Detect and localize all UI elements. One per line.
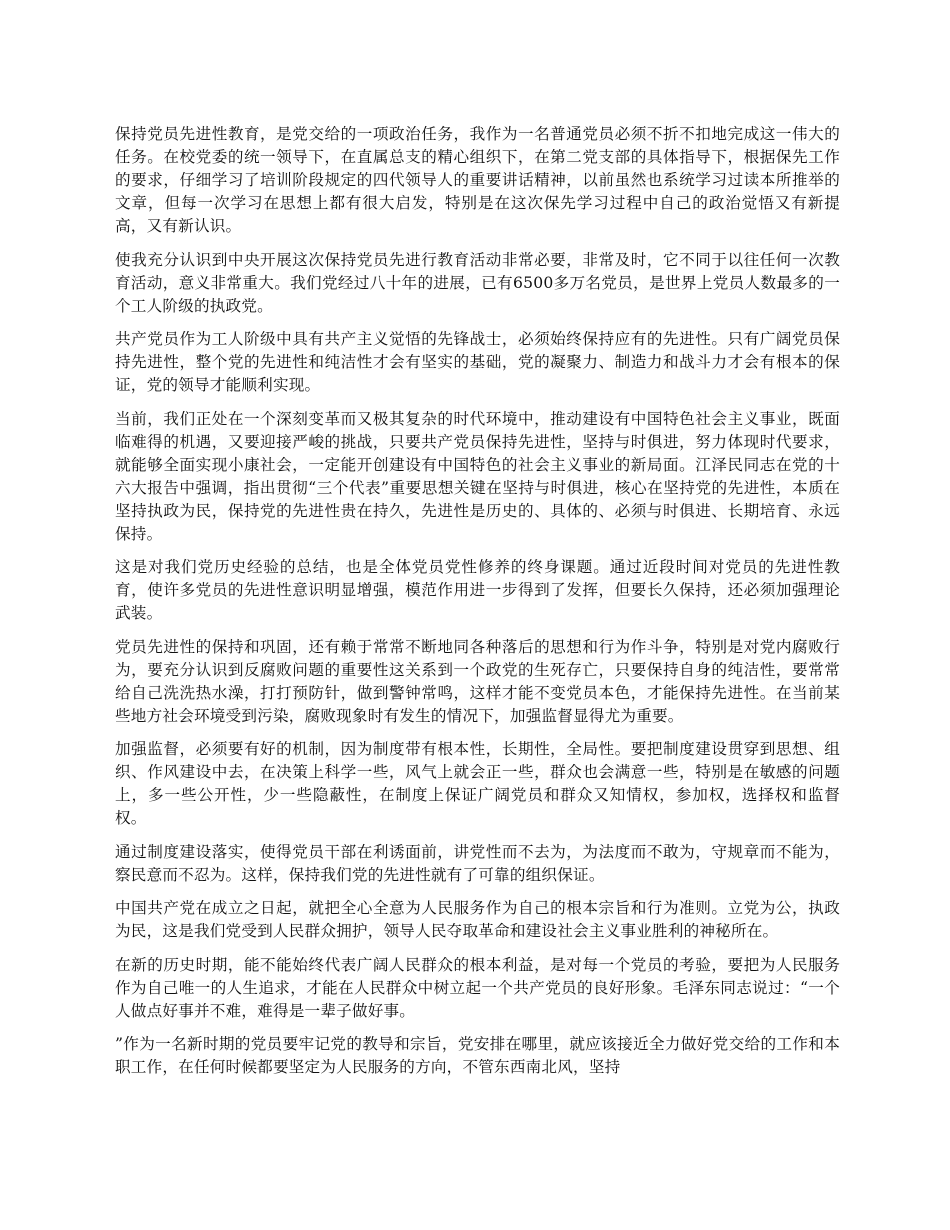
paragraph-6: 党员先进性的保持和巩固，还有赖于常常不断地同各种落后的思想和行为作斗争，特别是对党内腐败行为，要充分认识到反腐败问题的重要性这关系到一个政党的生死存亡，只要保持自身的纯洁性，要常常给自己洗洗热水澡，打打预防针，做到警钟常鸣，这样才能不变党员本色，才能保持先进性。在当前某些地方社会环境受到污染，腐败现象时有发生的情况下，加强监督显得尤为重要。 bbox=[115, 637, 840, 725]
paragraph-5: 这是对我们党历史经验的总结，也是全体党员党性修养的终身课题。通过近段时间对党员的先进性教育，使许多党员的先进性意识明显增强，模范作用进一步得到了发挥，但要长久保持，还必须加强理论武装。 bbox=[115, 558, 840, 622]
document-body bbox=[115, 123, 840, 1090]
paragraph-10: 在新的历史时期，能不能始终代表广阔人民群众的根本利益，是对每一个党员的考验，要把为人民服务作为自己唯一的人生追求，才能在人民群众中树立起一个共产党员的良好形象。毛泽东同志说过：“一个人做点好事并不难，难得是一辈子做好事。 bbox=[115, 955, 840, 1020]
paragraph-3: 共产党员作为工人阶级中具有共产主义觉悟的先锋战士，必须始终保持应有的先进性。只有广阔党员保持先进性，整个党的先进性和纯洁性才会有坚实的基础，党的凝聚力、制造力和战斗力才会有根本的保证，党的领导才能顺利实现。 bbox=[115, 330, 840, 394]
paragraph-2: 使我充分认识到中央开展这次保持党员先进行教育活动非常必要，非常及时，它不同于以往任何一次教育活动，意义非常重大。我们党经过八十年的进展，已有6500多万名党员，是世界上党员人数最多的一个工人阶级的执政党。 bbox=[115, 250, 840, 315]
paragraph-11: ”作为一名新时期的党员要牢记党的教导和宗旨，党安排在哪里，就应该接近全力做好党交给的工作和本职工作，在任何时候都要坚定为人民服务的方向，不管东西南北风，坚持 bbox=[115, 1035, 840, 1076]
paragraph-1: 保持党员先进性教育，是党交给的一项政治任务，我作为一名普通党员必须不折不扣地完成这一伟大的任务。在校党委的统一领导下，在直属总支的精心组织下，在第二党支部的具体指导下，根据保先工作的要求，仔细学习了培训阶段规定的四代领导人的重要讲话精神，以前虽然也系统学习过读本所推举的文章，但每一次学习在思想上都有很大启发，特别是在这次保先学习过程中自己的政治觉悟又有新提高，又有新认识。 bbox=[115, 125, 840, 235]
paragraph-9: 中国共产党在成立之日起，就把全心全意为人民服务作为自己的根本宗旨和行为准则。立党为公，执政为民，这是我们党受到人民群众拥护，领导人民夺取革命和建设社会主义事业胜利的神秘所在。 bbox=[115, 899, 840, 940]
paragraph-8: 通过制度建设落实，使得党员干部在利诱面前，讲党性而不去为，为法度而不敢为，守规章而不能为，察民意而不忍为。这样，保持我们党的先进性就有了可靠的组织保证。 bbox=[115, 842, 840, 884]
paragraph-4: 当前，我们正处在一个深刻变革而又极其复杂的时代环境中，推动建设有中国特色社会主义事业，既面临难得的机遇，又要迎接严峻的挑战，只要共产党员保持先进性，坚持与时俱进，努力体现时代要求，就能够全面实现小康社会，一定能开创建设有中国特色的社会主义事业的新局面。江泽民同志在党的十六大报告中强调，指出贯彻“三个代表”重要思想关键在坚持与时俱进，核心在坚持党的先进性，本质在坚持执政为民，保持党的先进性贵在持久，先进性是历史的、具体的、必须与时俱进、长期培育、永远保持。 bbox=[115, 409, 840, 543]
paragraph-7: 加强监督，必须要有好的机制，因为制度带有根本性，长期性，全局性。要把制度建设贯穿到思想、组织、作风建设中去，在决策上科学一些，风气上就会正一些，群众也会满意一些，特别是在敏感的问题上，多一些公开性，少一些隐蔽性，在制度上保证广阔党员和群众又知情权，参加权，选择权和监督权。 bbox=[115, 740, 840, 827]
